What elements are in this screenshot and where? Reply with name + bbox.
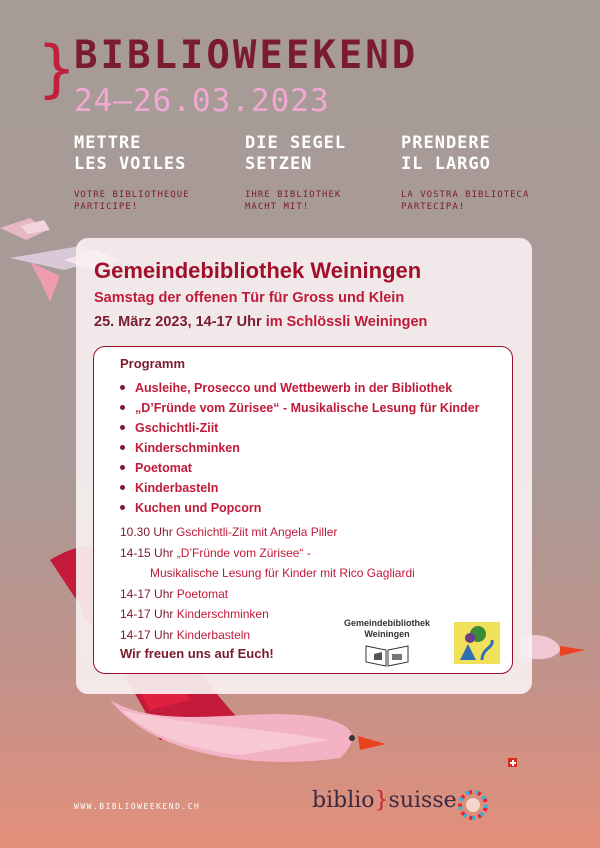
library-title: Gemeindebibliothek Weiningen — [94, 258, 422, 283]
schedule-row: 14-15 Uhr „D’Fründe vom Zürisee“ - — [120, 545, 311, 560]
swiss-cross-icon — [508, 758, 517, 767]
event-dates: 24—26.03.2023 — [74, 83, 330, 119]
list-item: Kuchen und Popcorn — [120, 498, 480, 518]
bullet-icon — [120, 485, 125, 490]
open-day-subtitle: Samstag der offenen Tür für Gross und Klein — [94, 290, 405, 306]
bibliosuisse-logo: biblio}suisse — [312, 788, 457, 813]
lang-it-sub1: LA VOSTRA BIBLIOTECA — [401, 190, 530, 200]
brace-mark: } — [38, 32, 76, 105]
schedule-row: Musikalische Lesung für Kinder mit Rico Gagliardi — [150, 566, 415, 580]
closing-message: Wir freuen uns auf Euch! — [120, 646, 274, 661]
list-item: Kinderbasteln — [120, 478, 480, 498]
library-logo: Gemeindebibliothek Weiningen — [336, 618, 438, 668]
schedule-row: 14-17 Uhr Kinderschminken — [120, 607, 269, 621]
list-item: Ausleihe, Prosecco und Wettbewerb in der Bibliothek — [120, 378, 480, 398]
bullet-icon — [120, 445, 125, 450]
lang-fr-line2: LES VOILES — [74, 154, 187, 174]
bullet-icon — [120, 505, 125, 510]
lang-column-fr — [74, 133, 190, 213]
website-url[interactable]: WWW.BIBLIOWEEKEND.CH — [74, 802, 201, 811]
schedule-row: 14-17 Uhr Poetomat — [120, 586, 229, 601]
sdg-wheel-icon — [458, 790, 488, 820]
bullet-icon — [120, 465, 125, 470]
list-item: Kinderschminken — [120, 438, 480, 458]
lang-de-line2: SETZEN — [245, 154, 313, 174]
lang-it-sub2: PARTECIPA! — [401, 202, 466, 212]
lang-de-sub1: IHRE BIBLIOTHEK — [245, 190, 342, 200]
list-item: Poetomat — [120, 458, 480, 478]
event-location: im Schlössli Weiningen — [265, 314, 428, 330]
lang-fr-sub1: VOTRE BIBLIOTHEQUE — [74, 190, 190, 200]
bullet-icon — [120, 385, 125, 390]
schedule-row: 14-17 Uhr Kinderbasteln — [120, 627, 251, 642]
lang-de-sub2: MACHT MIT! — [245, 202, 310, 212]
lang-column-it — [401, 133, 529, 213]
program-list — [120, 378, 480, 518]
lang-it-line2: IL LARGO — [401, 154, 491, 174]
lang-column-de — [245, 133, 346, 213]
date-location-line — [94, 314, 427, 330]
book-icon — [362, 642, 412, 668]
lang-it-line1: PRENDERE — [401, 133, 491, 153]
lang-fr-sub2: PARTICIPE! — [74, 202, 139, 212]
event-title: BIBLIOWEEKEND — [74, 33, 419, 78]
list-item: „D’Fründe vom Zürisee“ - Musikalische Lesung für Kinder — [120, 398, 480, 418]
town-crest-icon — [452, 620, 502, 666]
program-heading: Programm — [120, 356, 186, 371]
list-item: Gschichtli-Ziit — [120, 418, 480, 438]
lang-fr-line1: METTRE — [74, 133, 142, 153]
lang-de-line1: DIE SEGEL — [245, 133, 347, 153]
bullet-icon — [120, 425, 125, 430]
event-date-time: 25. März 2023, 14-17 Uhr — [94, 314, 262, 330]
schedule-row: 10.30 Uhr Gschichtli-Ziit mit Angela Piller — [120, 525, 338, 539]
bullet-icon — [120, 405, 125, 410]
